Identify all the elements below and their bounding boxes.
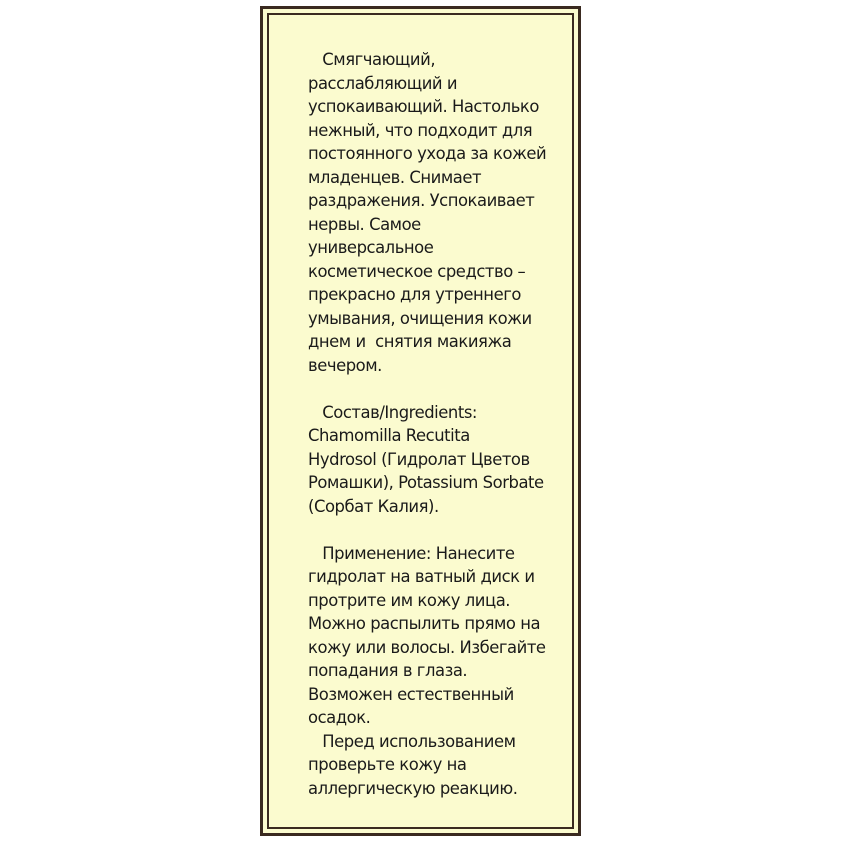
paragraph-gap — [308, 377, 568, 401]
ingredients-line: Chamomilla Recutita — [308, 426, 470, 445]
ingredients-line: Hydrosol (Гидролат Цветов — [308, 449, 530, 469]
description-line: универсальное — [308, 238, 434, 257]
label-text-block — [308, 48, 568, 800]
usage-line: гидролат на ватный диск и — [308, 567, 535, 586]
description-line: Смягчающий, — [308, 50, 436, 69]
description-line: нежный, что подходит для — [308, 120, 533, 140]
usage-line: Применение: Нанесите — [308, 543, 515, 563]
usage-line: кожу или волосы. Избегайте — [308, 637, 546, 657]
product-label — [260, 6, 581, 836]
description-line: расслабляющий и — [308, 73, 458, 93]
description-line: прекрасно для утреннего — [308, 285, 521, 304]
allergy-line: проверьте кожу на — [308, 755, 467, 774]
description-line: нервы. Самое — [308, 214, 421, 234]
ingredients-line: (Сорбат Калия). — [308, 496, 439, 516]
description-line: умывания, очищения кожи — [308, 308, 532, 328]
ingredients-line: Ромашки), Potassium Sorbate — [308, 473, 544, 492]
usage-line: Возможен естественный — [308, 684, 514, 704]
usage-paragraph — [308, 542, 568, 730]
description-line: косметическое средство – — [308, 261, 526, 281]
description-line: младенцев. Снимает — [308, 167, 482, 187]
ingredients-line: Состав/Ingredients: — [308, 402, 477, 422]
description-line: вечером. — [308, 355, 382, 375]
description-line: раздражения. Успокаивает — [308, 191, 535, 210]
allergy-line: аллергическую реакцию. — [308, 778, 518, 798]
description-line: постоянного ухода за кожей — [308, 144, 547, 163]
allergy-line: Перед использованием — [308, 731, 516, 751]
allergy-paragraph — [308, 730, 568, 801]
usage-line: осадок. — [308, 708, 371, 727]
description-paragraph — [308, 48, 568, 377]
usage-line: протрите им кожу лица. — [308, 590, 511, 610]
usage-line: попадания в глаза. — [308, 661, 468, 680]
paragraph-gap — [308, 518, 568, 542]
description-line: успокаивающий. Настолько — [308, 97, 539, 116]
usage-line: Можно распылить прямо на — [308, 614, 541, 633]
ingredients-paragraph — [308, 401, 568, 519]
description-line: днем и снятия макияжа — [308, 332, 512, 351]
